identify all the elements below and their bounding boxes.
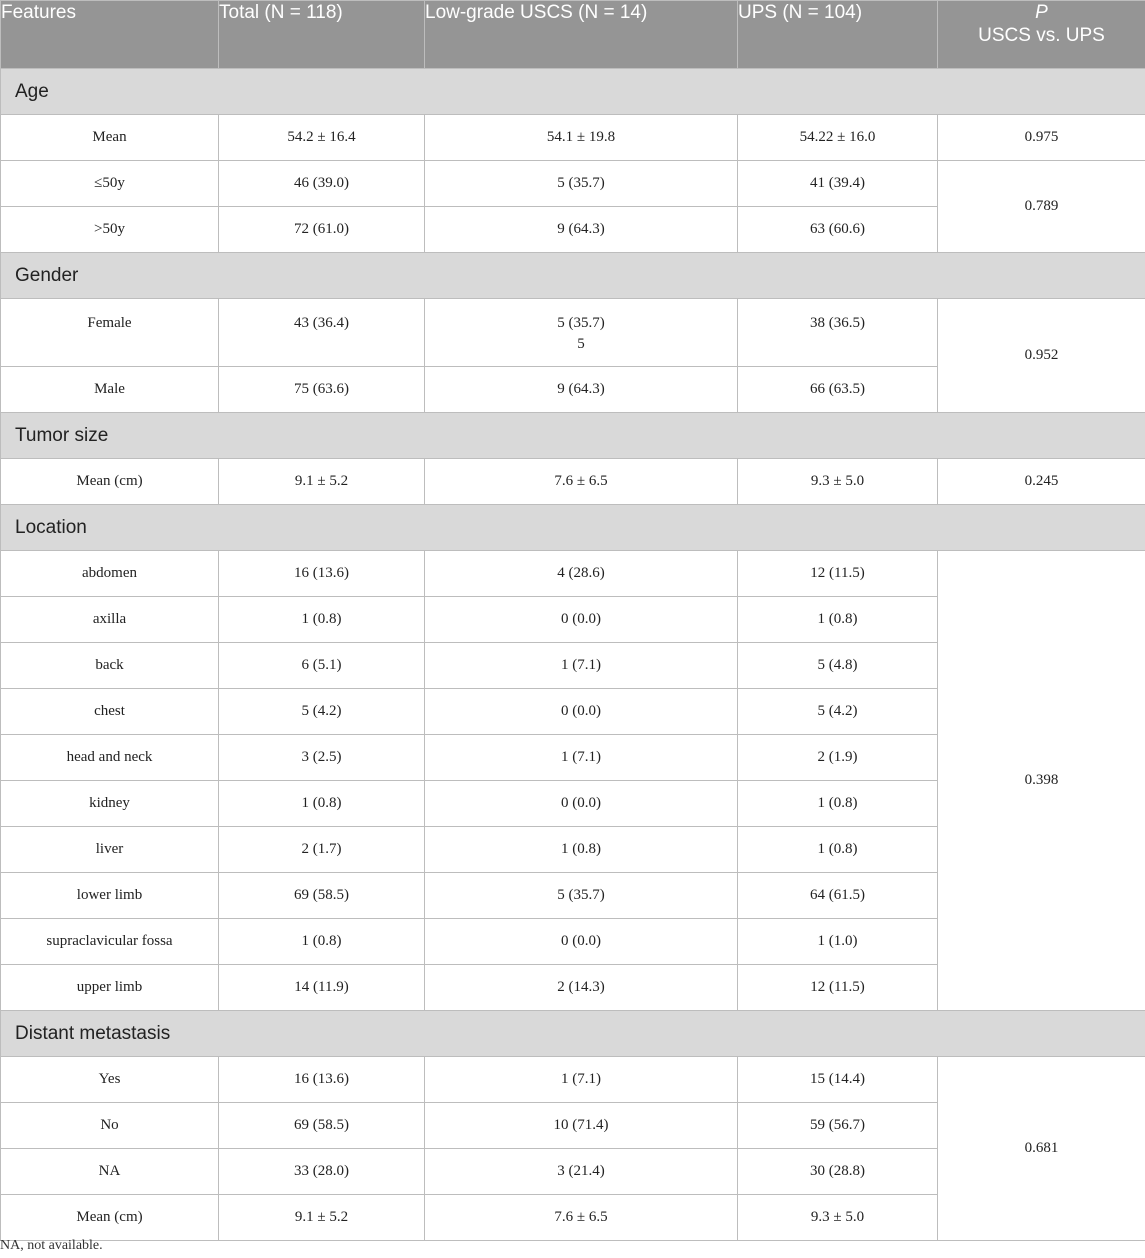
cell-total: 6 (5.1): [219, 643, 425, 689]
section-gender: [1, 253, 1145, 299]
header-features: Features: [1, 1, 219, 69]
cell-low-grade: 0 (0.0): [425, 781, 738, 827]
cell-total: 72 (61.0): [219, 207, 425, 253]
header-p-label: P: [1035, 2, 1048, 23]
cell-low-grade: 4 (28.6): [425, 551, 738, 597]
table-row: [1, 161, 1145, 207]
cell-ups: 54.22 ± 16.0: [738, 115, 938, 161]
section-age: [1, 69, 1145, 115]
row-label: chest: [1, 689, 219, 735]
row-label: back: [1, 643, 219, 689]
section-distant-metastasis: [1, 1011, 1145, 1057]
cell-total: 16 (13.6): [219, 1057, 425, 1103]
cell-total: 75 (63.6): [219, 367, 425, 413]
table-row: [1, 459, 1145, 505]
cell-p-value: 0.398: [938, 551, 1145, 1011]
cell-p-value: 0.975: [938, 115, 1145, 161]
table-row: [1, 299, 1145, 367]
cell-ups: 59 (56.7): [738, 1103, 938, 1149]
cell-ups: 1 (0.8): [738, 781, 938, 827]
cell-low-grade-extra: 5: [577, 336, 585, 352]
row-label: Yes: [1, 1057, 219, 1103]
row-label: liver: [1, 827, 219, 873]
section-location: [1, 505, 1145, 551]
cell-total: 69 (58.5): [219, 1103, 425, 1149]
cell-low-grade: 0 (0.0): [425, 689, 738, 735]
cell-low-grade: 1 (7.1): [425, 1057, 738, 1103]
row-label: Mean (cm): [1, 459, 219, 505]
cell-ups: 1 (0.8): [738, 827, 938, 873]
cell-total: 46 (39.0): [219, 161, 425, 207]
section-title: Tumor size: [1, 413, 1145, 459]
table-footnote: NA, not available.: [0, 1238, 103, 1253]
section-tumor-size: [1, 413, 1145, 459]
cell-ups: 9.3 ± 5.0: [738, 1195, 938, 1241]
row-label: axilla: [1, 597, 219, 643]
cell-total: 5 (4.2): [219, 689, 425, 735]
table-row: [1, 115, 1145, 161]
cell-ups: 2 (1.9): [738, 735, 938, 781]
header-ups: UPS (N = 104): [738, 1, 938, 69]
cell-total: 54.2 ± 16.4: [219, 115, 425, 161]
row-label: head and neck: [1, 735, 219, 781]
cell-low-grade: 54.1 ± 19.8: [425, 115, 738, 161]
row-label: Male: [1, 367, 219, 413]
cell-low-grade: 2 (14.3): [425, 965, 738, 1011]
table-row: [1, 551, 1145, 597]
cell-total: 43 (36.4): [219, 299, 425, 367]
section-title: Gender: [1, 253, 1145, 299]
row-label: supraclavicular fossa: [1, 919, 219, 965]
cell-total: 16 (13.6): [219, 551, 425, 597]
cell-low-grade: 5 (35.7): [425, 873, 738, 919]
cell-low-grade: 1 (7.1): [425, 643, 738, 689]
cell-total: 3 (2.5): [219, 735, 425, 781]
cell-p-value: 0.952: [938, 299, 1145, 413]
cell-ups: 12 (11.5): [738, 965, 938, 1011]
section-title: Distant metastasis: [1, 1011, 1145, 1057]
row-label: Female: [1, 299, 219, 367]
header-low-grade: Low-grade USCS (N = 14): [425, 1, 738, 69]
cell-low-grade: 0 (0.0): [425, 919, 738, 965]
row-label: ≤50y: [1, 161, 219, 207]
cell-ups: 64 (61.5): [738, 873, 938, 919]
row-label: >50y: [1, 207, 219, 253]
cell-low-grade: 9 (64.3): [425, 367, 738, 413]
cell-ups: 30 (28.8): [738, 1149, 938, 1195]
cell-low-grade: 9 (64.3): [425, 207, 738, 253]
cell-total: 1 (0.8): [219, 781, 425, 827]
cell-total: 9.1 ± 5.2: [219, 459, 425, 505]
cell-ups: 66 (63.5): [738, 367, 938, 413]
cell-ups: 15 (14.4): [738, 1057, 938, 1103]
cell-low-grade: 1 (7.1): [425, 735, 738, 781]
cell-total: 33 (28.0): [219, 1149, 425, 1195]
cell-ups: 5 (4.8): [738, 643, 938, 689]
cell-ups: 1 (1.0): [738, 919, 938, 965]
cell-low-grade-value: 5 (35.7): [557, 315, 605, 331]
header-row: [1, 1, 1145, 69]
cell-total: 2 (1.7): [219, 827, 425, 873]
header-total: Total (N = 118): [219, 1, 425, 69]
cell-ups: 41 (39.4): [738, 161, 938, 207]
cell-ups: 12 (11.5): [738, 551, 938, 597]
cell-ups: 9.3 ± 5.0: [738, 459, 938, 505]
cell-p-value: 0.245: [938, 459, 1145, 505]
cell-p-value: 0.681: [938, 1057, 1145, 1241]
cell-p-value: 0.789: [938, 161, 1145, 253]
cell-low-grade: 1 (0.8): [425, 827, 738, 873]
cell-ups: 63 (60.6): [738, 207, 938, 253]
cell-total: 69 (58.5): [219, 873, 425, 919]
row-label: lower limb: [1, 873, 219, 919]
cell-low-grade: 0 (0.0): [425, 597, 738, 643]
cell-ups: 5 (4.2): [738, 689, 938, 735]
row-label: upper limb: [1, 965, 219, 1011]
cell-low-grade: 3 (21.4): [425, 1149, 738, 1195]
row-label: abdomen: [1, 551, 219, 597]
row-label: kidney: [1, 781, 219, 827]
table-row: [1, 1057, 1145, 1103]
section-title: Age: [1, 69, 1145, 115]
cell-ups: 1 (0.8): [738, 597, 938, 643]
row-label: Mean (cm): [1, 1195, 219, 1241]
row-label: No: [1, 1103, 219, 1149]
cell-low-grade: 5 (35.7): [425, 161, 738, 207]
header-p-value: [938, 1, 1145, 69]
header-p-sub: USCS vs. UPS: [978, 25, 1105, 46]
cell-total: 1 (0.8): [219, 597, 425, 643]
cell-total: 14 (11.9): [219, 965, 425, 1011]
cell-low-grade: 7.6 ± 6.5: [425, 459, 738, 505]
row-label: NA: [1, 1149, 219, 1195]
row-label: Mean: [1, 115, 219, 161]
cell-low-grade: [425, 299, 738, 367]
cell-low-grade: 10 (71.4): [425, 1103, 738, 1149]
cell-total: 1 (0.8): [219, 919, 425, 965]
cell-low-grade: 7.6 ± 6.5: [425, 1195, 738, 1241]
cell-ups: 38 (36.5): [738, 299, 938, 367]
section-title: Location: [1, 505, 1145, 551]
cell-total: 9.1 ± 5.2: [219, 1195, 425, 1241]
